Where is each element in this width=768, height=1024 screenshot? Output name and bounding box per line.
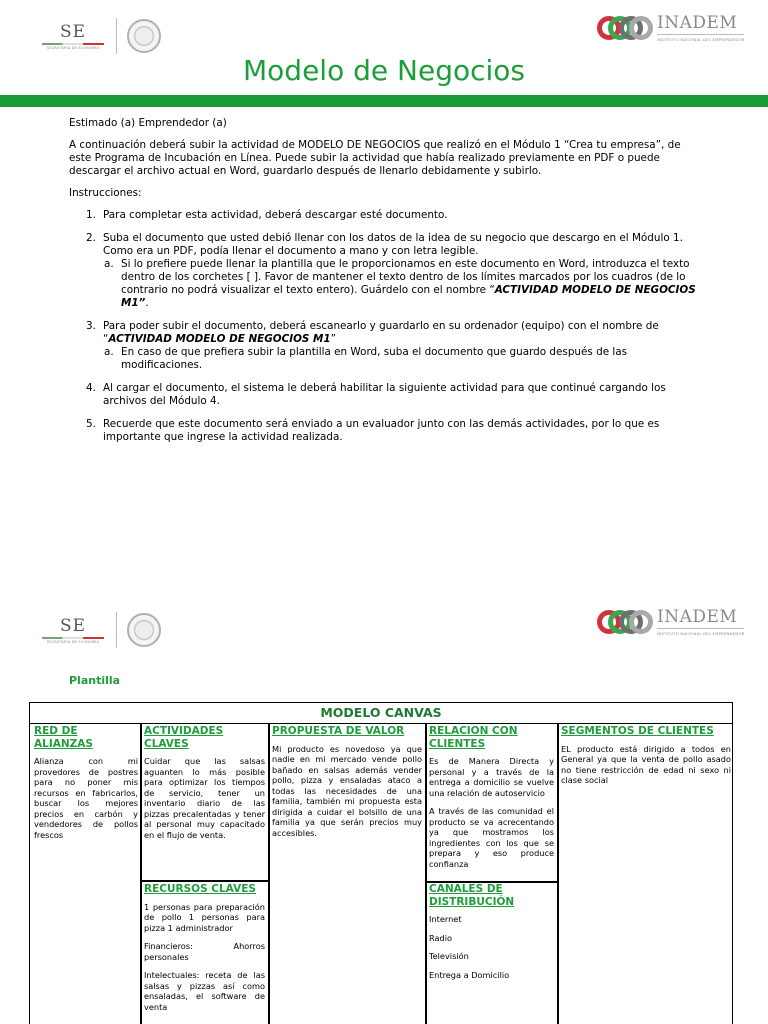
logo-divider <box>116 612 117 648</box>
list-item: 1. Para completar esta actividad, deberá descargar esté documento. <box>86 209 448 221</box>
cell-canales <box>429 883 554 980</box>
canvas-title: MODELO CANVAS <box>30 703 732 724</box>
heading-canales: CANALES DE DISTRIBUCIÓN <box>429 883 515 908</box>
text-canales-1: Internet <box>429 914 462 924</box>
intro-paragraph: A continuación deberá subir la actividad de MODELO DE NEGOCIOS que realizó en el Módulo 1 “Crea tu empresa”, de este Programa de Incubación en Línea. Puede subir la actividad que había realizado previamente en PDF o puede descargar el archivo actual en Word, guardarlo después de llenarlo debidamente y subirlo. <box>69 139 681 177</box>
cell-red-alianzas <box>34 725 138 840</box>
inadem-name: INADEM <box>657 13 738 33</box>
cell-relacion <box>429 725 554 879</box>
heading-relacion: RELACION CON CLIENTES <box>429 725 518 750</box>
text-recursos-3: Intelectuales: receta de las salsas y pizzas así como ensaladas, el software de venta <box>144 970 265 1012</box>
list-item: 2. Suba el documento que usted debió llenar con los datos de la idea de su negocio que descargo en el Módulo 1. Como era un PDF, podía llenar el documento a mano y con letra legible. a. Si lo prefiere puede llenar la plantilla que le proporcionamos en este documento en Word, introduzca el texto dentro de los corchetes [ ]. Favor de mantener el texto dentro de los límites marcados por los cuadros (de lo contrario no podrá visualizar el texto entero). Guárdelo con el nombre “ACTIVIDAD MODELO DE NEGOCIOS M1”. <box>69 232 701 310</box>
text-canales-4: Entrega a Domicilio <box>429 969 510 980</box>
column-divider <box>268 724 270 1024</box>
page-title: Modelo de Negocios <box>243 54 525 87</box>
plantilla-label: Plantilla <box>69 674 121 687</box>
header-green-bar <box>0 95 768 107</box>
inadem-name: INADEM <box>657 607 738 627</box>
inadem-subtext: INSTITUTO NACIONAL DEL EMPRENDEDOR <box>657 34 744 42</box>
national-seal-icon <box>127 613 161 647</box>
list-item: 3. Para poder subir el documento, deberá escanearlo y guardarlo en su ordenador (equipo) con el nombre de “ACTIVIDAD MODELO DE NEGOCIOS M1” a. En caso de que prefiera subir la plantilla en Word, suba el documento que guardo después de las modificaciones. <box>69 320 701 372</box>
se-logo-text: SE <box>59 22 87 42</box>
instructions-body <box>69 117 701 454</box>
logo-divider <box>116 18 117 54</box>
text-canales-2: Radio <box>429 932 453 943</box>
text-red-alianzas: Alianza con mi provedores de postres para no poner mis recursos en fabricarlos, buscar los mejores precios en carbón y vendedores de pollos frescos <box>34 756 138 840</box>
heading-propuesta: PROPUESTA DE VALOR <box>272 725 405 737</box>
text-segmentos: EL producto está dirigido a todos en General ya que la venta de pollo asado no tiene restricción de edad ni sexo ni clase social <box>561 743 731 785</box>
se-logo-stripe <box>42 43 104 45</box>
inadem-logo <box>597 14 744 42</box>
se-logo-stripe <box>42 637 104 639</box>
cell-propuesta <box>272 725 422 838</box>
heading-segmentos: SEGMENTOS DE CLIENTES <box>561 725 714 737</box>
text-relacion-1: Es de Manera Directa y personal y a través de la entrega a domicilio se vuelve una relación de autoservicio <box>429 756 554 798</box>
column-divider <box>557 724 559 1024</box>
se-logo <box>42 18 161 54</box>
se-logo <box>42 612 161 648</box>
text-propuesta: Mi producto es novedoso ya que nadie en mi mercado vende pollo bañado en salsas además vender pollo, pizza y ensaladas ataco a todas las necesidades de una familia, también mi propuesta esta dirigida a cuidar el bolsillo de una familia ya que serán precios muy accesibles. <box>272 743 422 838</box>
inadem-rings-icon <box>597 14 653 42</box>
instructions-label: Instrucciones: <box>69 187 142 199</box>
list-item: 4. Al cargar el documento, el sistema le deberá habilitar la siguiente actividad para que continué cargando los archivos del Módulo 4. <box>86 382 666 407</box>
cell-recursos <box>144 883 265 1024</box>
heading-recursos: RECURSOS CLAVES <box>144 883 256 895</box>
sub-list-item: a. En caso de que prefiera subir la plantilla en Word, suba el documento que guardo después de las modificaciones. <box>104 346 628 371</box>
cell-actividades <box>144 725 265 840</box>
cell-segmentos <box>561 725 731 786</box>
list-item: 5. Recuerde que este documento será enviado a un evaluador junto con las demás actividades, por lo que es importante que ingrese la actividad realizada. <box>86 418 660 443</box>
national-seal-icon <box>127 19 161 53</box>
text-canales-3: Televisión <box>429 951 469 961</box>
sub-list-item: a. Si lo prefiere puede llenar la plantilla que le proporcionamos en este documento en Word, introduzca el texto dentro de los corchetes [ ]. Favor de mantener el texto dentro de los límites marcados por los cuadros (de lo contrario no podrá visualizar el texto entero). Guárdelo con el nombre “ACTIVIDAD MODELO DE NEGOCIOS M1”. <box>104 258 696 309</box>
text-recursos-1: 1 personas para preparación de pollo 1 personas para pizza 1 administrador <box>144 901 265 933</box>
inadem-logo <box>597 608 744 636</box>
instructions-list <box>69 209 701 444</box>
text-actividades: Cuidar que las salsas aguanten lo más posible para optimizar los tiempos de servicio, tener un inventario diario de las pizzas precalentadas y tener al personal muy capacitado en el flujo de venta. <box>144 756 265 840</box>
row-divider <box>140 880 268 882</box>
inadem-rings-icon <box>597 608 653 636</box>
se-logo-subtext: SECRETARÍA DE ECONOMÍA <box>46 46 100 50</box>
text-relacion-2: A través de las comunidad el producto se va acrecentando ya que mostramos los ingredientes con los que se prepara y eso produce confianza <box>429 806 554 869</box>
column-divider <box>140 724 142 1024</box>
greeting: Estimado (a) Emprendedor (a) <box>69 117 227 129</box>
se-logo-text: SE <box>59 616 87 636</box>
inadem-subtext: INSTITUTO NACIONAL DEL EMPRENDEDOR <box>657 628 744 636</box>
canvas-table <box>29 702 733 1024</box>
column-divider <box>425 724 427 1024</box>
heading-red-alianzas: RED DE ALIANZAS <box>34 725 93 750</box>
text-recursos-2: Financieros: Ahorros personales <box>144 941 265 962</box>
se-logo-subtext: SECRETARÍA DE ECONOMÍA <box>46 640 100 644</box>
heading-actividades: ACTIVIDADES CLAVES <box>144 725 224 750</box>
